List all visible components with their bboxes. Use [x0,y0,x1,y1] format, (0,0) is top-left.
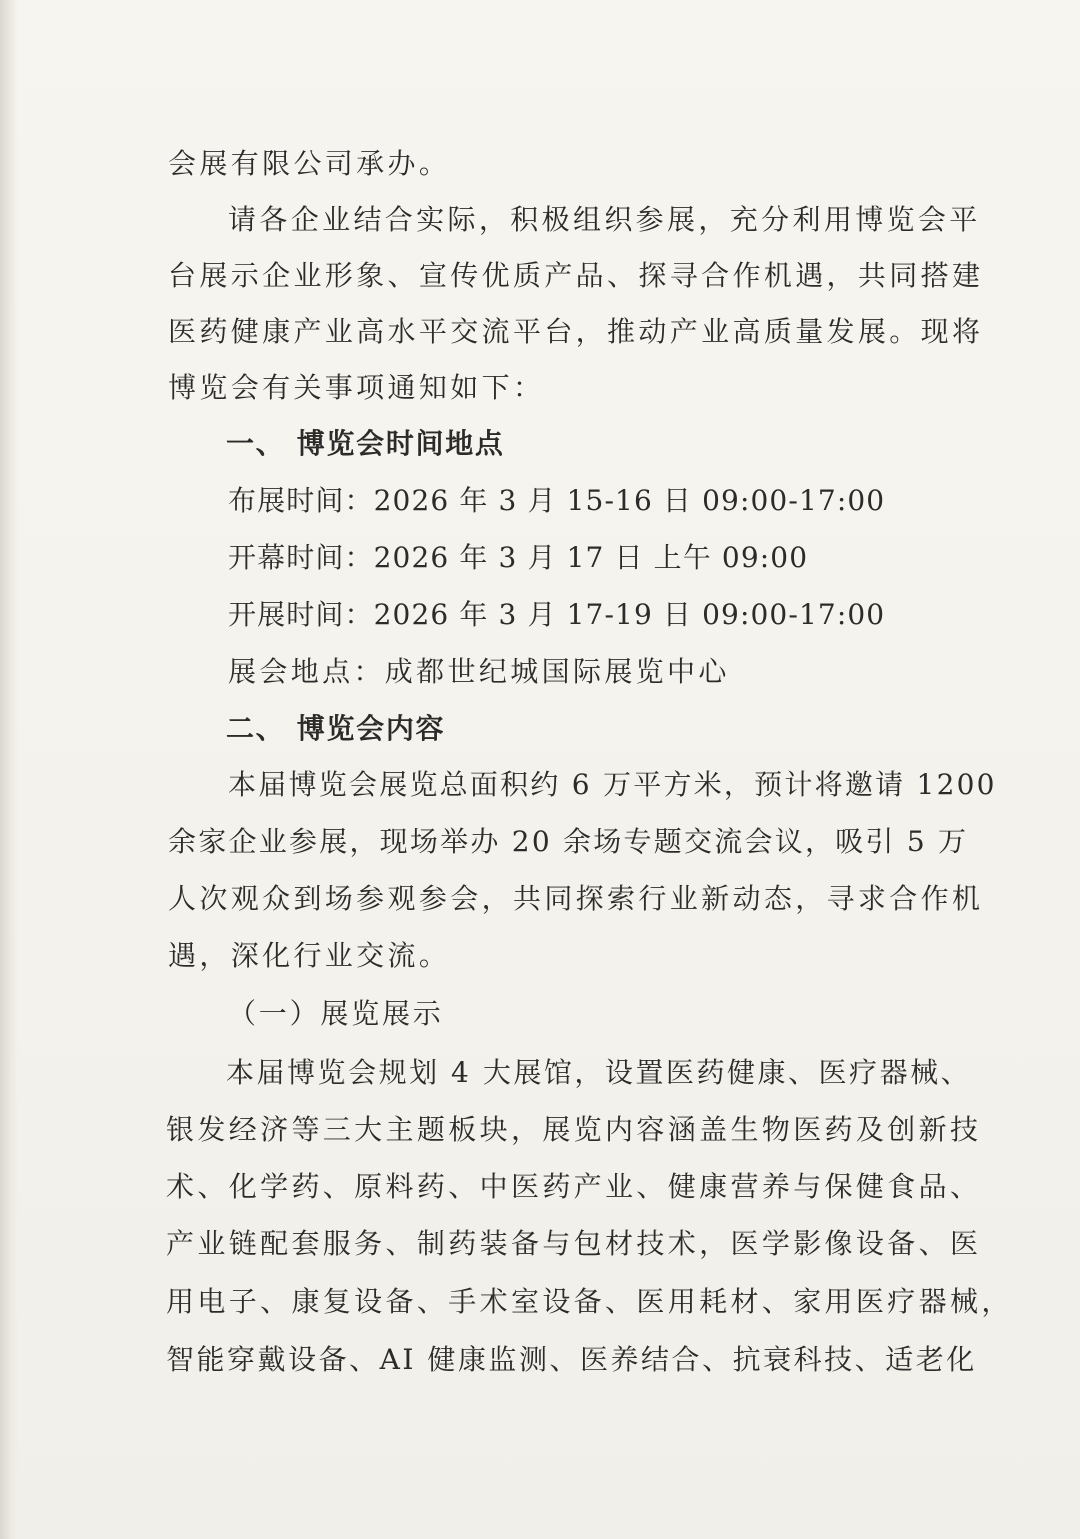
paragraph-line: 台展示企业形象、宣传优质产品、探寻合作机遇，共同搭建 [168,259,984,292]
paragraph-line: 遇，深化行业交流。 [168,939,451,972]
paragraph-line: 请各企业结合实际，积极组织参展，充分利用博览会平 [228,203,981,236]
paragraph-line: 医药健康产业高水平交流平台，推动产业高质量发展。现将 [168,315,984,348]
paragraph-line: 产业链配套服务、制药装备与包材技术，医学影像设备、医 [166,1227,982,1260]
paragraph-line: 本届博览会展览总面积约 6 万平方米，预计将邀请 1200 [228,768,997,801]
subsection-heading: （一）展览展示 [228,997,444,1030]
schedule-line: 开幕时间：2026 年 3 月 17 日 上午 09:00 [228,541,809,574]
paragraph-line: 会展有限公司承办。 [168,147,451,180]
paragraph-line: 博览会有关事项通知如下： [168,371,545,404]
schedule-line: 布展时间：2026 年 3 月 15-16 日 09:00-17:00 [228,484,886,517]
paragraph-line: 余家企业参展，现场举办 20 余场专题交流会议，吸引 5 万 [168,825,969,858]
section-heading: 二、 博览会内容 [226,712,446,745]
section-heading: 一、 博览会时间地点 [226,427,505,460]
paragraph-line: 智能穿戴设备、AI 健康监测、医养结合、抗衰科技、适老化 [166,1343,977,1376]
schedule-line: 开展时间：2026 年 3 月 17-19 日 09:00-17:00 [228,598,886,631]
venue-line: 展会地点：成都世纪城国际展览中心 [228,655,730,688]
paragraph-line: 本届博览会规划 4 大展馆，设置医药健康、医疗器械、 [226,1056,972,1089]
paragraph-line: 人次观众到场参观参会，共同探索行业新动态，寻求合作机 [168,882,984,915]
paragraph-line: 术、化学药、原料药、中医药产业、健康营养与保健食品、 [166,1170,982,1203]
paragraph-line: 银发经济等三大主题板块，展览内容涵盖生物医药及创新技 [166,1113,982,1146]
paragraph-line: 用电子、康复设备、手术室设备、医用耗材、家用医疗器械， [166,1285,1013,1318]
